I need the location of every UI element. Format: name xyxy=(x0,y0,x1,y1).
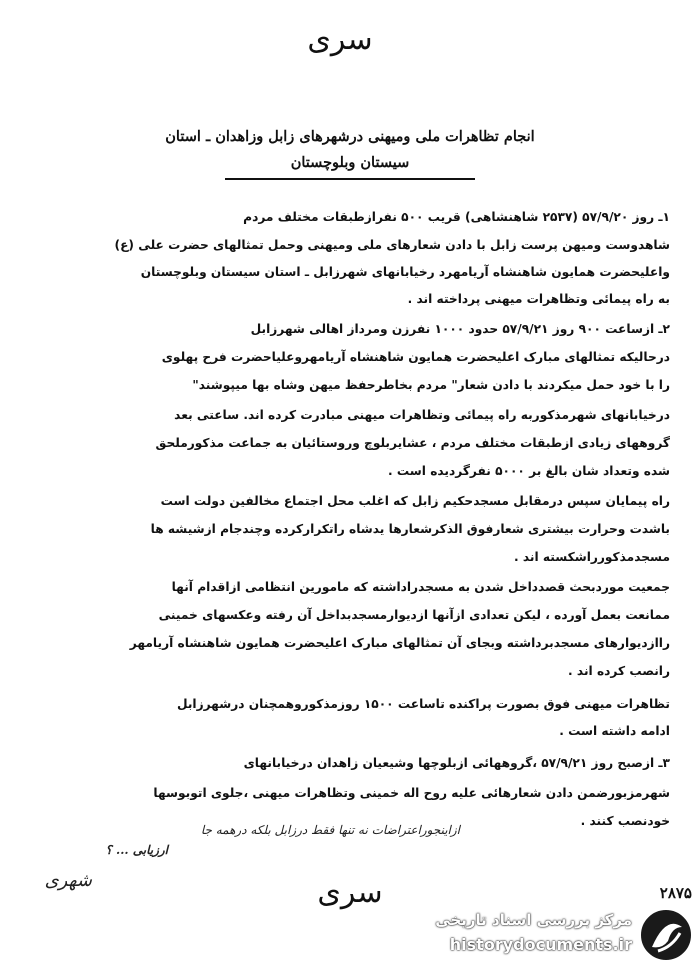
classification-stamp-bottom: سری xyxy=(317,875,383,910)
body-line: ۲ـ ازساعت ۹۰۰ روز ۵۷/۹/۲۱ حدود ۱۰۰۰ نفرزن ومرداز اهالی شهرزابل xyxy=(250,322,670,336)
handwritten-signature: شهری xyxy=(44,870,92,891)
body-line: راازدیوارهای مسجدبرداشته وبجای آن تمثالهای مبارک اعلیحضرت همایون شاهنشاه آریامهر xyxy=(129,636,670,650)
body-line: رانصب کرده اند . xyxy=(568,664,670,678)
classification-stamp-top: سری xyxy=(307,22,373,57)
body-line: جمعیت موردبحث قصدداخل شدن به مسجدراداشته که مامورین انتظامی ازاقدام آنها xyxy=(171,580,670,594)
logo-icon xyxy=(638,907,694,963)
body-line: درخیابانهای شهرمذکوربه راه پیمائی وتظاهرات میهنی مبادرت کرده اند. ساعتی بعد xyxy=(174,408,670,422)
body-line: ۱ـ روز ۵۷/۹/۲۰ (۲۵۳۷ شاهنشاهی) قریب ۵۰۰ نفرازطبقات مختلف مردم xyxy=(243,210,670,224)
body-line: واعلیحضرت همایون شاهنشاه آریامهرد رخیابانهای شهرزابل ـ استان سیستان وبلوچستان xyxy=(140,265,670,279)
body-line: را با خود حمل میکردند با دادن شعار" مردم بخاطرحفظ میهن وشاه بها میپوشند" xyxy=(192,378,670,392)
handwritten-note: ازاینجوراعتراضات نه تنها فقط درزابل بلکه درهمه جا xyxy=(200,823,460,837)
body-line: ممانعت بعمل آورده ، لیکن تعدادی ازآنها ازدیوارمسجدبداخل آن رفته وعکسهای خمینی xyxy=(158,608,670,622)
document-title-line-2: سیستان وبلوچستان xyxy=(290,154,410,171)
body-line: مسجدمذکورراشکسته اند . xyxy=(513,550,670,564)
handwritten-evaluation: ارزیابی ... ؟ xyxy=(105,843,168,857)
body-line: ۳ـ ازصبح روز ۵۷/۹/۲۱ ،گروههائی ازبلوچها وشیعیان زاهدان درخیابانهای xyxy=(243,756,670,770)
body-line: شاهدوست ومیهن پرست زابل با دادن شعارهای ملی ومیهنی وحمل تمثالهای حضرت علی (ع) xyxy=(114,238,670,252)
watermark-name: مرکز بررسی اسناد تاریخی xyxy=(435,911,632,929)
body-line: ادامه داشته است . xyxy=(559,724,670,738)
page-number: ۲۸۷۵ xyxy=(659,884,692,902)
body-line: خودنصب کنند . xyxy=(580,814,670,828)
body-line: تظاهرات میهنی فوق بصورت پراکنده تاساعت ۱۵۰۰ روزمذکوروهمچنان درشهرزابل xyxy=(176,697,670,711)
body-line: باشدت وحرارت بیشتری شعارفوق الذکرشعارها یدشاه راتکرارکرده وچندجام ازشیشه ها xyxy=(150,522,670,536)
body-line: گروههای زیادی ازطبقات مختلف مردم ، عشایربلوچ وروستائیان به جماعت مذکورملحق xyxy=(155,436,670,450)
watermark-url: historydocuments.ir xyxy=(449,935,632,954)
body-line: درحالیکه تمثالهای مبارک اعلیحضرت همایون شاهنشاه آریامهروعلیاحضرت فرح پهلوی xyxy=(161,350,670,364)
title-underline xyxy=(225,178,475,180)
body-line: شهرمزبورضمن دادن شعارهائی علیه روح اله خمینی وتظاهرات میهنی ،جلوی اتوبوسها xyxy=(153,786,670,800)
watermark xyxy=(400,905,700,968)
body-line: شده وتعداد شان بالغ بر ۵۰۰۰ نفرگردیده است . xyxy=(388,464,670,478)
document-title-line-1: انجام تظاهرات ملی ومیهنی درشهرهای زابل وزاهدان ـ استان xyxy=(165,128,535,145)
body-line: به راه پیمائی وتظاهرات میهنی پرداخته اند . xyxy=(407,292,670,306)
body-line: راه پیمایان سپس درمقابل مسجدحکیم زابل که اغلب محل اجتماع مخالفین دولت است xyxy=(160,494,670,508)
